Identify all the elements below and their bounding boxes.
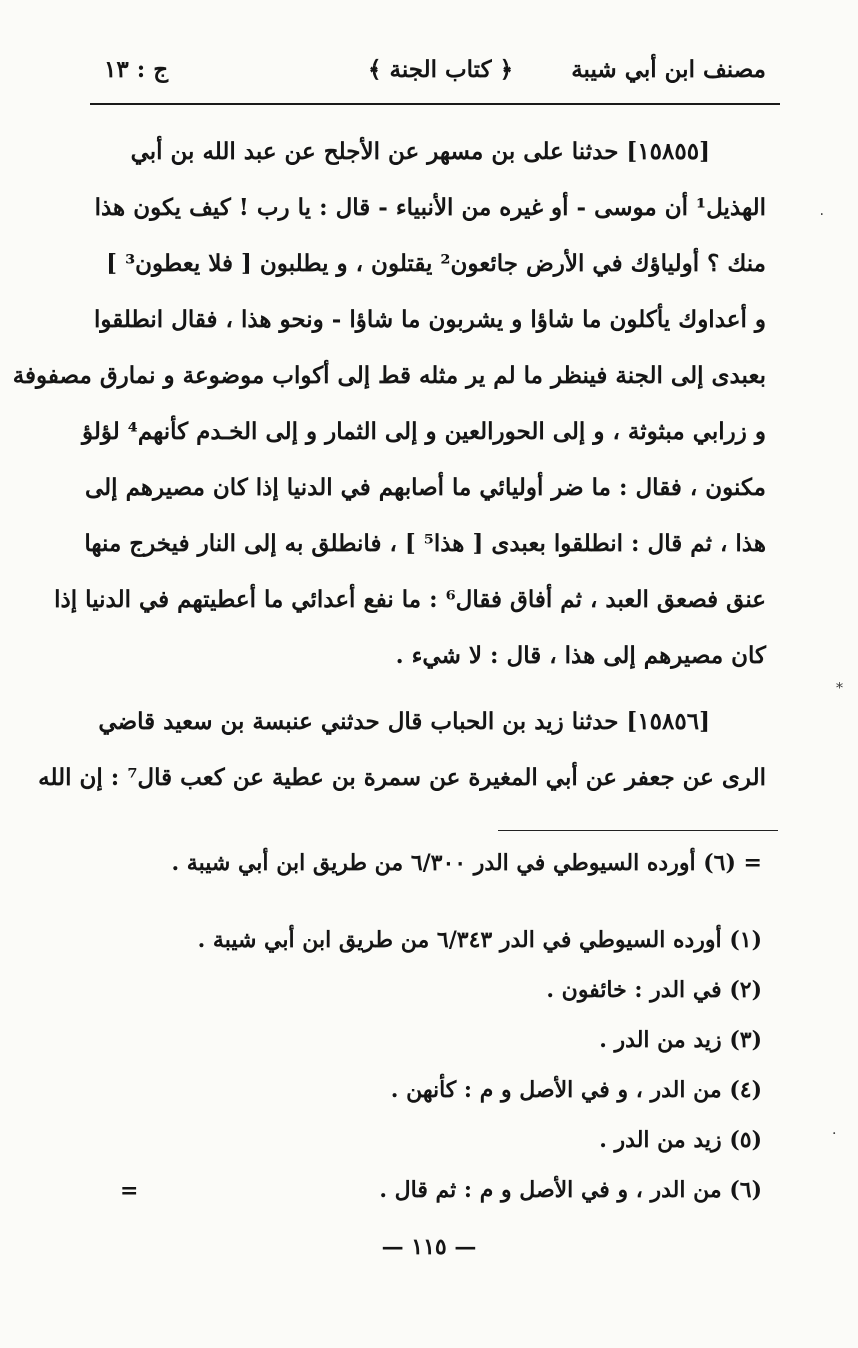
volume-number: ج : ١٣ xyxy=(104,56,169,83)
book-title: مصنف ابن أبي شيبة xyxy=(571,56,766,83)
footnote: (٥) زيد من الدر . xyxy=(599,1127,762,1153)
text-line: مكنون ، فقال : ما ضر أوليائي ما أصابهم في الدنيا إذا كان مصيرهم إلى xyxy=(85,474,766,501)
footnote-continuation: = (٦) أورده السيوطي في الدر ٦/٣٠٠ من طريق ابن أبي شيبة . xyxy=(171,850,762,876)
text-line: [١٥٨٥٦] حدثنا زيد بن الحباب قال حدثني عنبسة بن سعيد قاضي xyxy=(98,708,710,735)
text-line: بعبدى إلى الجنة فينظر ما لم ير مثله قط إلى أكواب موضوعة و نمارق مصفوفة xyxy=(12,362,766,389)
scan-speck: ⁎ xyxy=(836,676,843,692)
text-line: كان مصيرهم إلى هذا ، قال : لا شيء . xyxy=(395,642,766,669)
continuation-mark: = xyxy=(120,1178,139,1204)
text-line: عنق فصعق العبد ، ثم أفاق فقال⁶ : ما نفع أعدائي ما أعطيتهم في الدنيا إذا xyxy=(54,586,766,613)
footnote: (٤) من الدر ، و في الأصل و م : كأنهن . xyxy=(390,1077,762,1103)
header-divider xyxy=(90,103,780,105)
footnote: (٣) زيد من الدر . xyxy=(599,1027,762,1053)
footnote: (١) أورده السيوطي في الدر ٦/٣٤٣ من طريق ابن أبي شيبة . xyxy=(197,927,762,953)
running-header xyxy=(104,56,766,96)
text-line: و زرابي مبثوثة ، و إلى الحورالعين و إلى الثمار و إلى الخـدم كأنهم⁴ لؤلؤ xyxy=(81,418,766,445)
footnote-divider xyxy=(498,830,778,831)
text-line: منك ؟ أولياؤك في الأرض جائعون² يقتلون ، و يطلبون [ فلا يعطون³ ] xyxy=(106,250,766,277)
text-line: و أعداوك يأكلون ما شاؤا و يشربون ما شاؤا - ونحو هذا ، فقال انطلقوا xyxy=(93,306,766,333)
footnote: (٢) في الدر : خائفون . xyxy=(546,977,762,1003)
chapter-title: ﴿ كتاب الجنة ﴾ xyxy=(368,56,514,83)
text-line: الهذيل¹ أن موسى - أو غيره من الأنبياء - قال : يا رب ! كيف يكون هذا xyxy=(94,194,766,221)
footnote-list xyxy=(122,920,762,1220)
text-line: [١٥٨٥٥] حدثنا على بن مسهر عن الأجلح عن عبد الله بن أبي xyxy=(130,138,710,165)
main-text xyxy=(12,124,766,806)
text-line: الرى عن جعفر عن أبي المغيرة عن سمرة بن عطية عن كعب قال⁷ : إن الله xyxy=(38,764,766,791)
page-number: — ١١٥ — xyxy=(381,1234,477,1260)
text-line: هذا ، ثم قال : انطلقوا بعبدى [ هذا⁵ ] ، فانطلق به إلى النار فيخرج منها xyxy=(84,530,766,557)
footnote: (٦) من الدر ، و في الأصل و م : ثم قال . xyxy=(379,1177,762,1203)
scan-speck: ٠ xyxy=(818,206,826,222)
scan-speck: · xyxy=(832,1126,837,1142)
